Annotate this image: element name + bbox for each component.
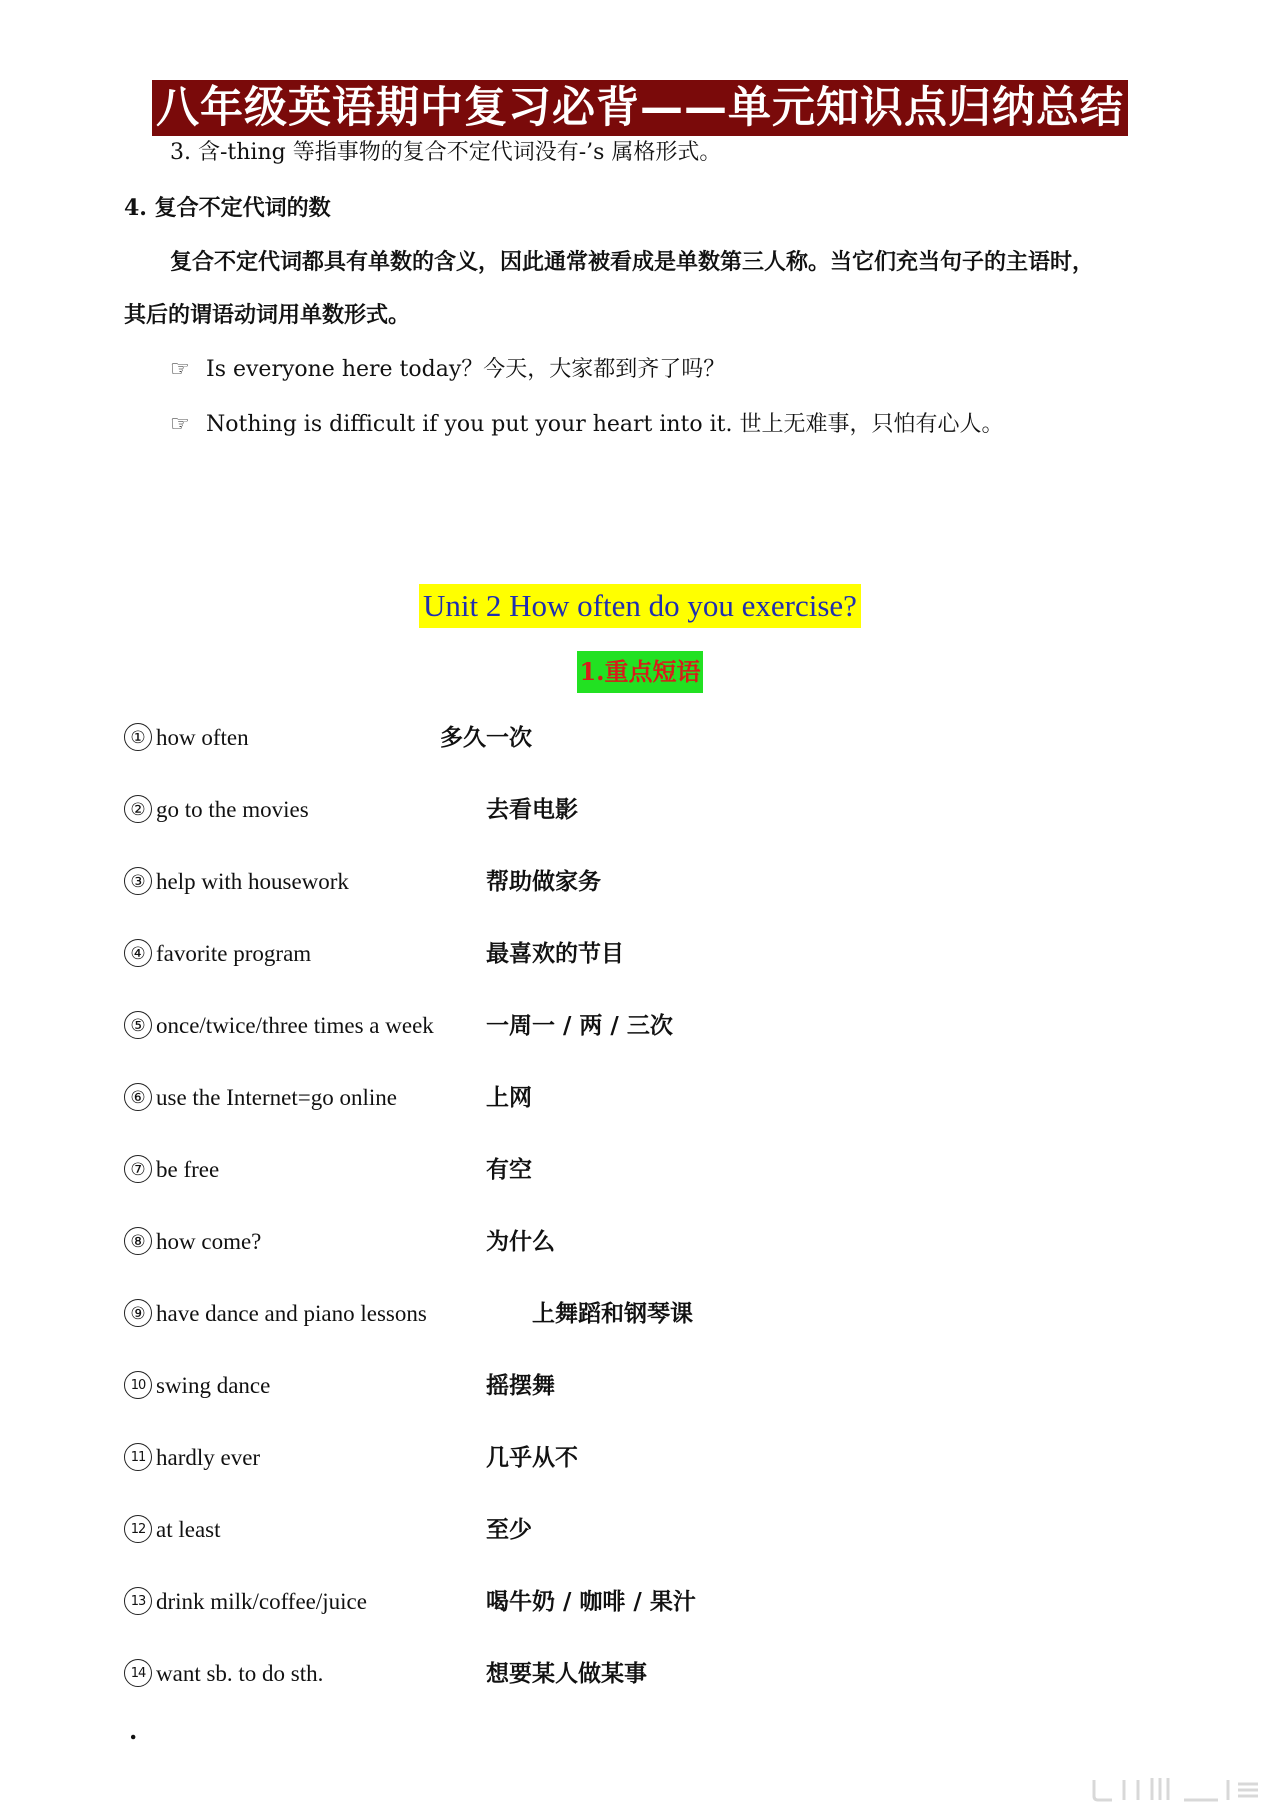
phrase-chinese: 有空: [486, 1156, 532, 1183]
phrase-chinese: 想要某人做某事: [486, 1660, 647, 1687]
phrase-row: [124, 1081, 1024, 1115]
phrase-chinese: 摇摆舞: [486, 1372, 555, 1399]
section-4-paragraph-line1: 复合不定代词都具有单数的含义，因此通常被看成是单数第三人称。当它们充当句子的主语时，: [170, 249, 1095, 275]
section-title-wrap: [0, 651, 1280, 693]
phrase-english: once/twice/three times a week: [156, 1013, 434, 1038]
phrase-number-badge: ⑨: [124, 1299, 152, 1327]
trailing-dot: .: [129, 1716, 138, 1745]
phrase-english: favorite program: [156, 941, 312, 966]
phrase-row: [124, 1225, 1024, 1259]
phrase-chinese: 一周一 / 两 / 三次: [486, 1012, 673, 1039]
phrase-number-badge: ②: [124, 795, 152, 823]
phrase-chinese: 喝牛奶 / 咖啡 / 果汁: [486, 1588, 696, 1615]
example-2: [170, 410, 1004, 440]
phrase-english: use the Internet=go online: [156, 1085, 397, 1110]
phrase-english: go to the movies: [156, 797, 309, 822]
phrase-english: be free: [156, 1157, 220, 1182]
phrase-number-badge: 12: [124, 1515, 152, 1543]
phrase-row: [124, 865, 1024, 899]
phrase-chinese: 为什么: [486, 1228, 555, 1255]
phrase-row: [124, 1441, 1024, 1475]
phrase-row: [124, 937, 1024, 971]
phrase-english: swing dance: [156, 1373, 271, 1398]
phrase-row: [124, 1009, 1024, 1043]
phrase-row: [124, 1369, 1024, 1403]
section-4-paragraph-line2: 其后的谓语动词用单数形式。: [124, 302, 411, 328]
phrase-row: [124, 1297, 1024, 1331]
phrase-chinese: 几乎从不: [486, 1444, 578, 1471]
example-2-text: Nothing is difficult if you put your heart into it. 世上无难事，只怕有心人。: [206, 412, 1004, 437]
phrase-english: drink milk/coffee/juice: [156, 1589, 367, 1614]
phrase-chinese: 多久一次: [440, 724, 532, 751]
phrase-row: [124, 1153, 1024, 1187]
watermark-logo-icon: [1090, 1776, 1262, 1804]
phrase-number-badge: ⑧: [124, 1227, 152, 1255]
phrase-english: at least: [156, 1517, 221, 1542]
key-phrases-title: 1.重点短语: [577, 651, 702, 693]
unit-title: Unit 2 How often do you exercise?: [419, 584, 861, 628]
phrase-number-badge: ⑦: [124, 1155, 152, 1183]
phrase-number-badge: ④: [124, 939, 152, 967]
pointing-hand-icon: ☞: [170, 412, 190, 437]
phrase-chinese: 最喜欢的节目: [486, 940, 624, 967]
phrase-english: how often: [156, 725, 249, 750]
example-1: [170, 355, 725, 385]
phrase-number-badge: ①: [124, 723, 152, 751]
phrase-row: [124, 1657, 1024, 1691]
pointing-hand-icon: ☞: [170, 357, 190, 382]
intro-item-3: 3. 含-thing 等指事物的复合不定代词没有-’s 属格形式。: [170, 140, 722, 165]
section-4-title: 4. 复合不定代词的数: [124, 195, 331, 221]
example-1-text: Is everyone here today？今天，大家都到齐了吗？: [206, 357, 726, 382]
phrase-english: have dance and piano lessons: [156, 1301, 427, 1326]
phrase-row: [124, 793, 1024, 827]
phrase-english: help with housework: [156, 869, 349, 894]
phrase-number-badge: ⑥: [124, 1083, 152, 1111]
phrase-chinese: 帮助做家务: [486, 868, 601, 895]
phrase-number-badge: 13: [124, 1587, 152, 1615]
phrase-number-badge: 14: [124, 1659, 152, 1687]
phrase-number-badge: ⑤: [124, 1011, 152, 1039]
phrase-row: [124, 1513, 1024, 1547]
phrase-english: how come?: [156, 1229, 262, 1254]
phrase-chinese: 去看电影: [486, 796, 578, 823]
phrase-chinese: 上舞蹈和钢琴课: [532, 1300, 693, 1327]
phrase-english: hardly ever: [156, 1445, 261, 1470]
page-title: 八年级英语期中复习必背——单元知识点归纳总结: [152, 80, 1128, 136]
phrase-english: want sb. to do sth.: [156, 1661, 324, 1686]
phrase-number-badge: 10: [124, 1371, 152, 1399]
phrase-chinese: 上网: [486, 1084, 532, 1111]
unit-title-wrap: [0, 584, 1280, 628]
phrase-number-badge: ③: [124, 867, 152, 895]
title-banner-wrap: [0, 80, 1280, 136]
phrase-row: [124, 1585, 1024, 1619]
phrase-chinese: 至少: [486, 1516, 532, 1543]
phrase-row: [124, 721, 1024, 755]
phrase-number-badge: 11: [124, 1443, 152, 1471]
